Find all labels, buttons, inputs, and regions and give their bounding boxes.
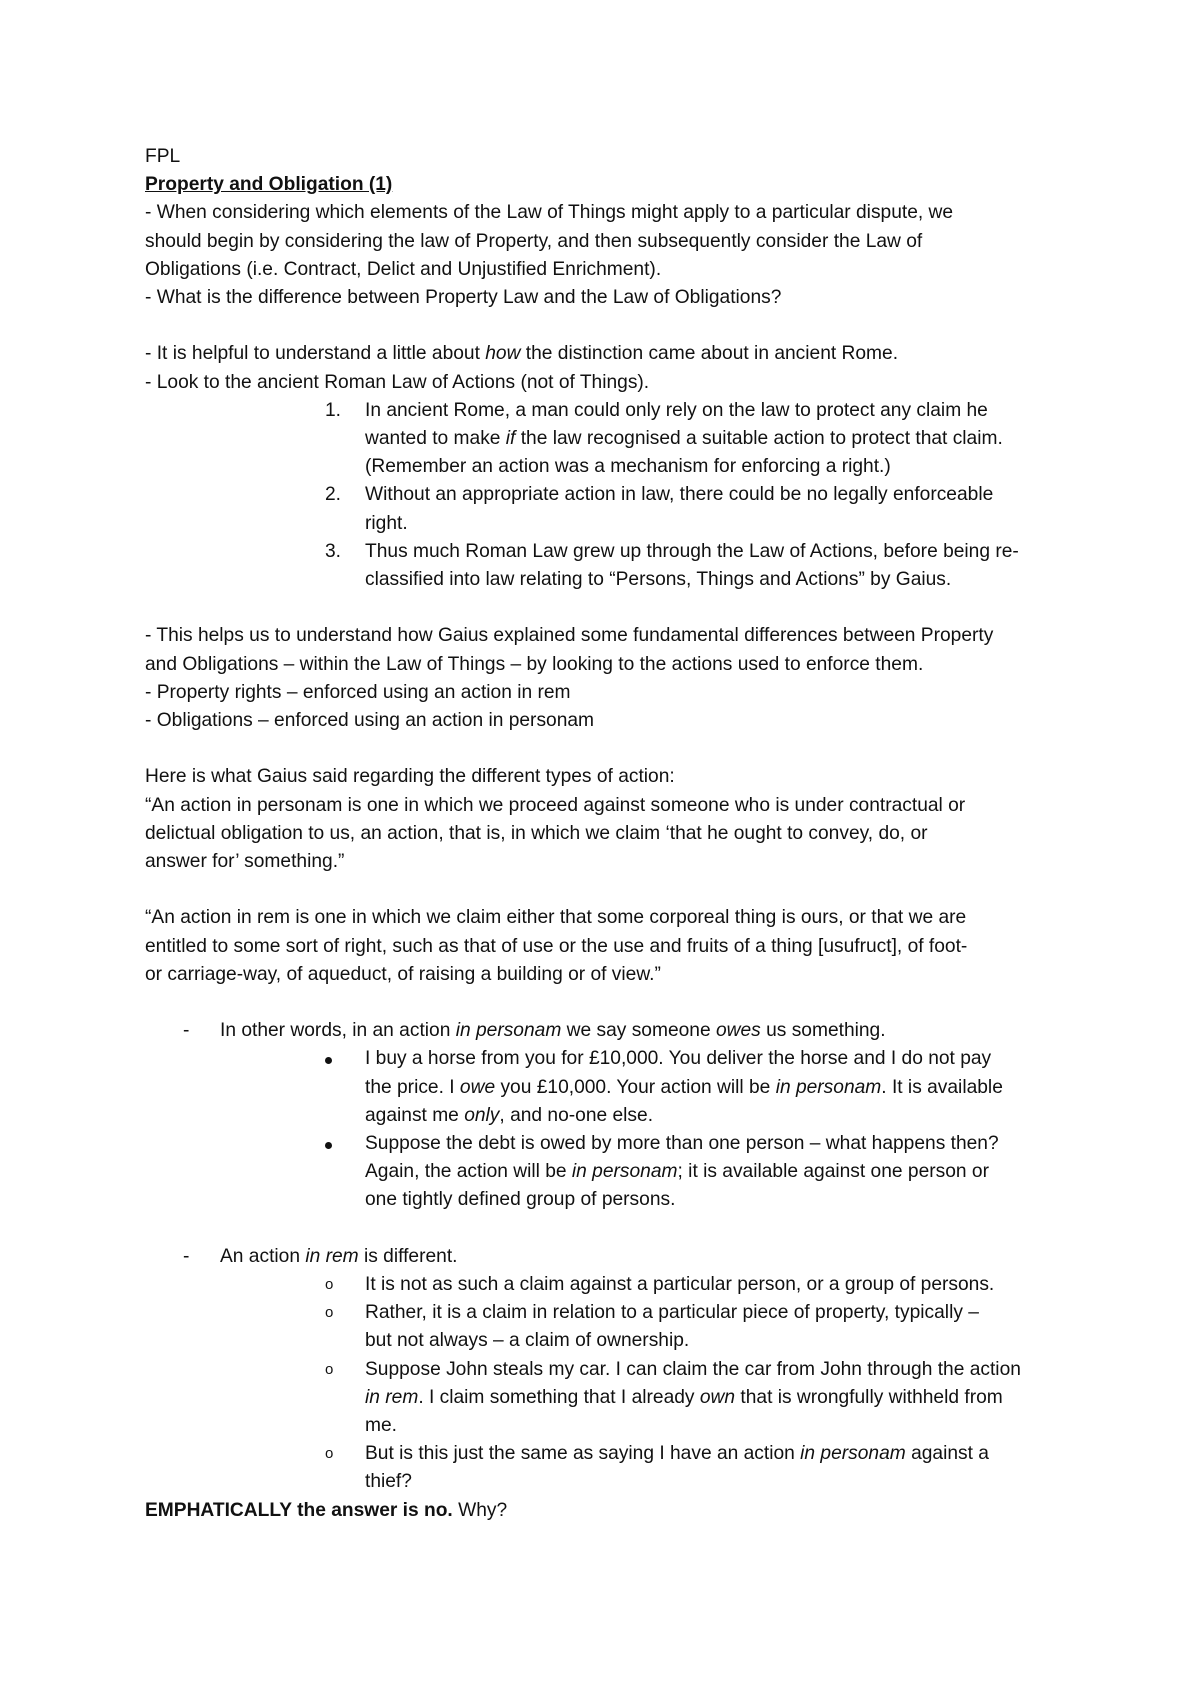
text-run: wanted to make (365, 428, 506, 450)
circle-line (365, 1384, 1065, 1412)
text-run: . I claim something that I already (418, 1386, 700, 1408)
doc-header: FPL (145, 146, 181, 167)
circle-line: but not always – a claim of ownership. (365, 1330, 690, 1352)
numbered-item (145, 481, 1065, 537)
text-run: - It is helpful to understand a little about (145, 343, 486, 365)
text-run: But is this just the same as saying I have an action (365, 1443, 801, 1465)
numbered-item (145, 538, 1065, 594)
intro-line: should begin by considering the law of Property, and then subsequently consider the Law of (145, 230, 923, 252)
spacer (145, 594, 1065, 622)
circle-item (145, 1356, 1065, 1441)
bullet-icon (325, 1045, 332, 1073)
emphasis: how (485, 343, 521, 365)
text-run: the distinction came about in ancient Rome. (520, 343, 899, 365)
emphasis: owes (715, 1020, 761, 1042)
text-run: that is wrongfully withheld from (735, 1386, 1003, 1408)
intro-paragraph (145, 199, 1065, 312)
document-page (145, 143, 1065, 1525)
emphasis: in personam (571, 1161, 678, 1183)
history-line (145, 340, 1065, 368)
quote-intro: Here is what Gaius said regarding the different types of action: (145, 766, 675, 788)
quote-line: “An action in rem is one in which we claim either that some corporeal thing is ours, or that we are (145, 907, 967, 929)
text-run: In other words, in an action (220, 1020, 456, 1042)
circle-bullet-icon: o (325, 1360, 334, 1378)
history-section (145, 340, 1065, 594)
emphasis: only (464, 1104, 500, 1126)
text-run: is different. (358, 1245, 458, 1267)
intro-line: Obligations (i.e. Contract, Delict and Unjustified Enrichment). (145, 258, 662, 280)
text-run: ; it is available against one person or (677, 1161, 989, 1183)
text-run: , and no-one else. (499, 1104, 654, 1126)
circle-item (145, 1440, 1065, 1496)
circle-line (365, 1440, 1065, 1468)
closing-emphasis: EMPHATICALLY the answer is no. (145, 1499, 453, 1521)
quote-in-rem (145, 904, 1065, 989)
circle-bullet-icon: o (325, 1276, 334, 1294)
text-run: we say someone (561, 1020, 716, 1042)
quote-in-personam (145, 792, 1065, 877)
text-run: An action (220, 1245, 306, 1267)
item-line: Thus much Roman Law grew up through the Law of Actions, before being re- (365, 540, 1019, 562)
dash-marker: - (183, 1020, 190, 1042)
numbered-item (145, 397, 1065, 482)
text-run: the law recognised a suitable action to protect that claim. (515, 428, 1003, 450)
intro-line: - When considering which elements of the Law of Things might apply to a particular dispute, we (145, 202, 954, 224)
history-line: - Look to the ancient Roman Law of Actions (not of Things). (145, 371, 650, 393)
quote-line: delictual obligation to us, an action, that is, in which we claim ‘that he ought to convey, do, or (145, 822, 928, 844)
quote-line: “An action in personam is one in which we proceed against someone who is under contractual or (145, 794, 966, 816)
closing-question: Why? (452, 1499, 508, 1521)
emphasis: in personam (455, 1020, 562, 1042)
bullet-line (365, 1074, 1065, 1102)
circle-list (145, 1271, 1065, 1497)
circle-line: It is not as such a claim against a particular person, or a group of persons. (365, 1274, 995, 1296)
circle-line: Rather, it is a claim in relation to a particular piece of property, typically – (365, 1302, 979, 1324)
text-run: Again, the action will be (365, 1161, 572, 1183)
bullet-line: one tightly defined group of persons. (365, 1189, 676, 1211)
bullet-line: Suppose the debt is owed by more than one person – what happens then? (365, 1133, 999, 1155)
text-run: . It is available (881, 1076, 1003, 1098)
spacer (145, 1215, 1065, 1243)
text-run: you £10,000. Your action will be (495, 1076, 776, 1098)
item-line: In ancient Rome, a man could only rely on the law to protect any claim he (365, 399, 988, 421)
item-line: right. (365, 512, 408, 534)
circle-item (145, 1299, 1065, 1355)
emphasis: in personam (775, 1076, 882, 1098)
closing-line (145, 1497, 1065, 1525)
bullet-line (365, 1158, 1065, 1186)
list-number: 2. (325, 484, 342, 506)
quote-line: entitled to some sort of right, such as that of use or the use and fruits of a thing [usufruct], of foot- (145, 935, 968, 957)
list-number: 3. (325, 540, 342, 562)
quote-line: or carriage-way, of aqueduct, of raising a building or of view.” (145, 963, 661, 985)
circle-line: me. (365, 1415, 397, 1437)
dash-item-rem (145, 1243, 1065, 1271)
gaius-intro-paragraph (145, 622, 1065, 735)
dash-marker: - (183, 1245, 190, 1267)
text-run: against a (905, 1443, 989, 1465)
item-line (365, 425, 1065, 453)
gaius-line: and Obligations – within the Law of Things – by looking to the actions used to enforce them. (145, 653, 924, 675)
circle-line: thief? (365, 1471, 412, 1493)
emphasis: in rem (305, 1245, 359, 1267)
circle-line: Suppose John steals my car. I can claim the car from John through the action (365, 1358, 1021, 1380)
doc-title: Property and Obligation (1) (145, 174, 393, 196)
dash-line (220, 1017, 1065, 1045)
gaius-line: - This helps us to understand how Gaius explained some fundamental differences between Property (145, 625, 994, 647)
bullet-item (145, 1130, 1065, 1215)
quote-line: answer for’ something.” (145, 851, 345, 873)
circle-item (145, 1271, 1065, 1299)
intro-line: - What is the difference between Property Law and the Law of Obligations? (145, 287, 782, 309)
circle-bullet-icon: o (325, 1304, 334, 1322)
bullet-line (365, 1102, 1065, 1130)
list-number: 1. (325, 399, 342, 421)
gaius-line: - Property rights – enforced using an action in rem (145, 681, 571, 703)
emphasis: owe (459, 1076, 496, 1098)
emphasis: in rem (365, 1386, 419, 1408)
item-line: classified into law relating to “Persons, Things and Actions” by Gaius. (365, 569, 952, 591)
circle-bullet-icon: o (325, 1445, 334, 1463)
text-run: the price. I (365, 1076, 460, 1098)
bullet-list (145, 1045, 1065, 1214)
bullet-icon (325, 1130, 332, 1158)
emphasis: in personam (800, 1443, 906, 1465)
item-line: Without an appropriate action in law, there could be no legally enforceable (365, 484, 994, 506)
spacer (145, 989, 1065, 1017)
bullet-item (145, 1045, 1065, 1130)
emphasis: own (699, 1386, 736, 1408)
bullet-line: I buy a horse from you for £10,000. You deliver the horse and I do not pay (365, 1048, 992, 1070)
spacer (145, 735, 1065, 763)
dash-line (220, 1243, 1065, 1271)
text-run: against me (365, 1104, 465, 1126)
spacer (145, 312, 1065, 340)
dash-item-personam (145, 1017, 1065, 1045)
numbered-list (145, 397, 1065, 594)
item-line: (Remember an action was a mechanism for enforcing a right.) (365, 456, 891, 478)
gaius-line: - Obligations – enforced using an action in personam (145, 710, 595, 732)
emphasis: if (505, 428, 516, 450)
text-run: us something. (760, 1020, 886, 1042)
spacer (145, 876, 1065, 904)
